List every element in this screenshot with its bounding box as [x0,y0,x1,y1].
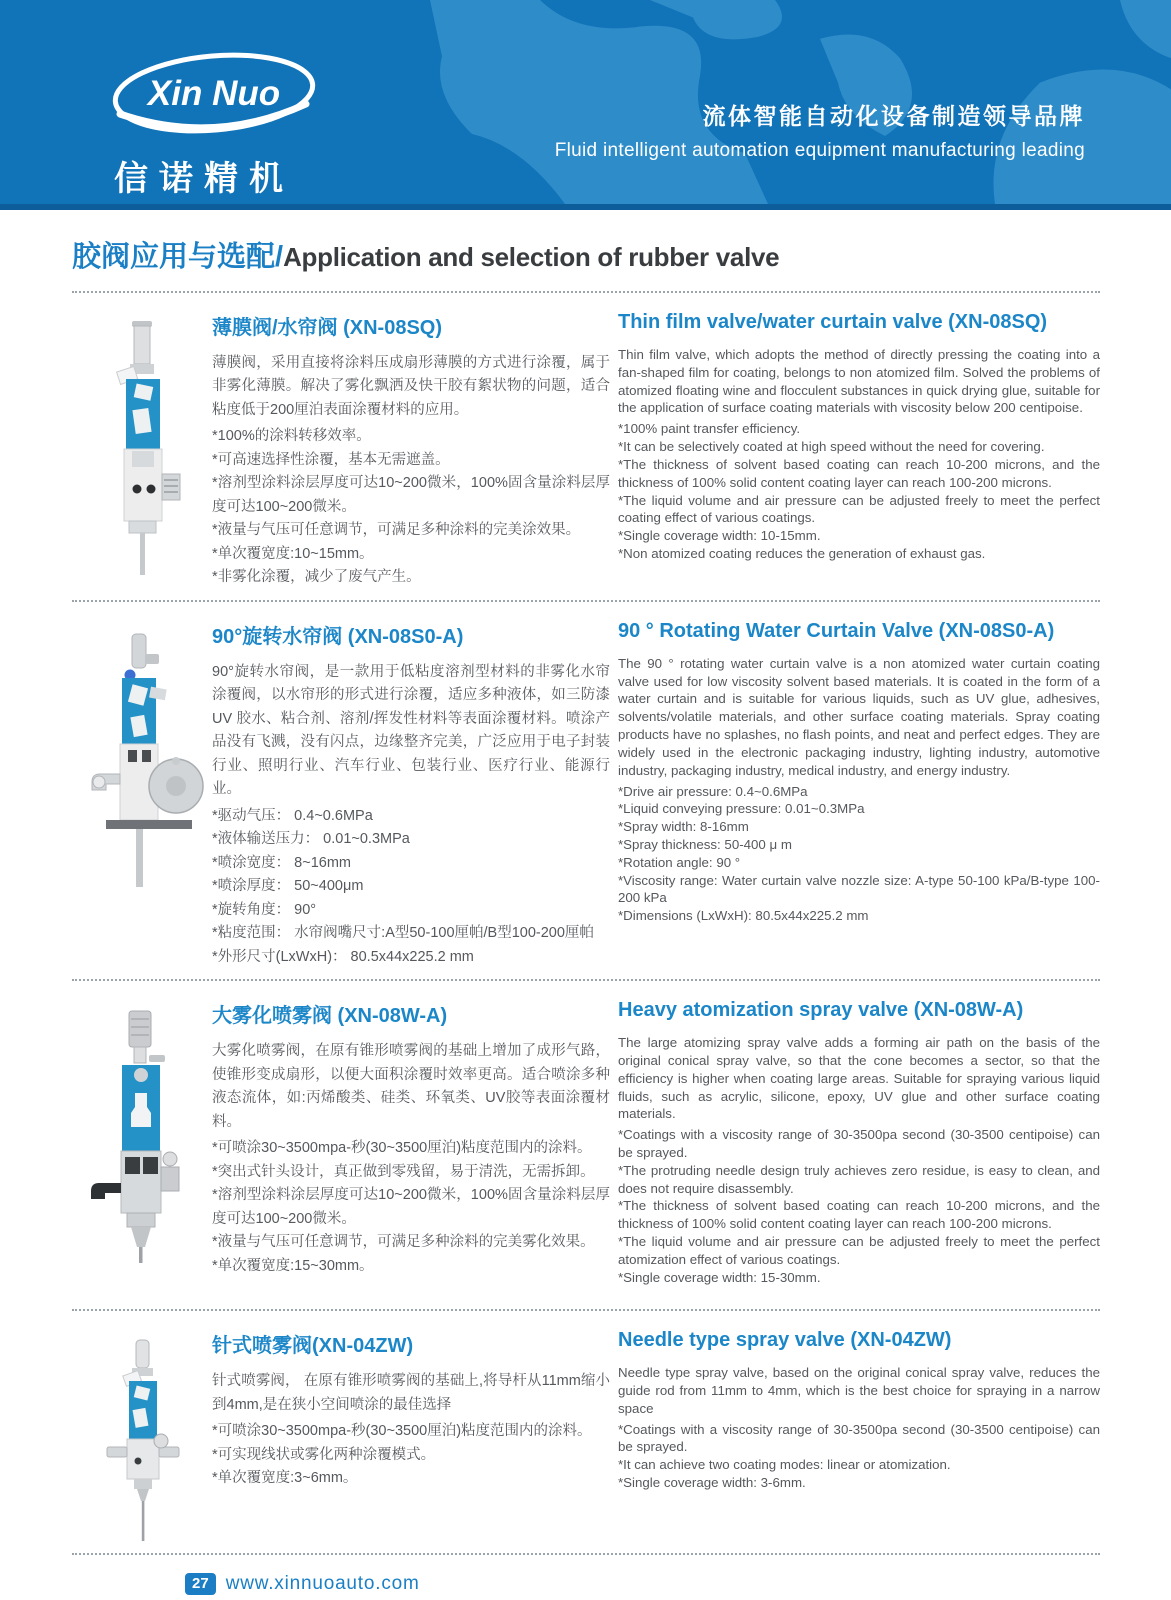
feature-point-zh: *溶剂型涂料涂层厚度可达10~200微米，100%固含量涂料层厚度可达100~200微米。 [212,475,610,515]
feature-point-zh: *单次覆宽度:10~15mm。 [212,545,374,562]
product-title-en: Needle type spray valve (XN-04ZW) [618,1329,952,1352]
feature-point-zh: *液量与气压可任意调节，可满足多种涂料的完美雾化效果。 [212,1234,595,1251]
feature-point-en: *Rotation angle: 90 ° [618,854,741,870]
thin-film-valve-illustration [82,319,202,577]
product-section-heavy-atomization-spray-valve [72,981,1100,1311]
feature-point-en: *The liquid volume and air pressure can be adjusted freely to meet the perfect atomization effect of various coatings. [618,1234,1100,1267]
feature-point-en: *The thickness of solvent based coating can reach 10-200 microns, and the thickness of 100% solid content coating layer can reach 100-200 microns. [618,1198,1100,1232]
feature-point-en: *Non atomized coating reduces the generation of exhaust gas. [618,545,986,561]
feature-point-en: *Liquid conveying pressure: 0.01~0.3MPa [618,801,865,817]
page-content [0,210,1171,1595]
rotating-valve-illustration [76,628,208,898]
feature-point-zh: *粘度范围： 水帘阀嘴尺寸:A型50-100厘帕/B型100-200厘帕 [212,925,594,942]
product-intro-zh: 针式喷雾阀， 在原有锥形喷雾阀的基础上,将导杆从11mm缩小到4mm,是在狭小空间喷涂的最佳选择 [212,1373,610,1413]
xin-nuo-logo-icon [108,46,320,142]
product-title-zh: 薄膜阀/水帘阀 (XN-08SQ) [212,317,443,339]
heavy-atomization-valve-illustration [79,1007,205,1277]
product-title-zh: 针式喷雾阀(XN-04ZW) [212,1335,414,1358]
product-section-rotating-water-curtain-valve [72,602,1100,981]
feature-point-en: *Dimensions (LxWxH): 80.5x44x225.2 mm [618,908,869,924]
feature-point-zh: *喷涂宽度： 8~16mm [212,854,351,871]
feature-point-zh: *可喷涂30~3500mpa-秒(30~3500厘泊)粘度范围内的涂料。 [212,1423,592,1440]
feature-point-zh: *液体输送压力： 0.01~0.3MPa [212,831,410,848]
feature-point-zh: *突出式针头设计，真正做到零残留，易于清洗，无需拆卸。 [212,1163,595,1180]
feature-point-zh: *单次覆宽度:15~30mm。 [212,1257,374,1274]
page-footer [72,1555,1100,1595]
tagline-chinese: 流体智能自动化设备制造领导品牌 [702,103,1085,129]
feature-point-en: *Single coverage width: 10-15mm. [618,528,821,544]
page-title-english: Application and selection of rubber valve [283,242,780,272]
product-section-thin-film-valve [72,293,1100,602]
needle-valve-illustration [82,1337,202,1543]
product-title-en: Thin film valve/water curtain valve (XN-08SQ) [618,311,1048,333]
product-title-zh: 大雾化喷雾阀 (XN-08W-A) [212,1005,448,1028]
feature-point-zh: *单次覆宽度:3~6mm。 [212,1470,358,1487]
feature-point-en: *The protruding needle design truly achieves zero residue, is easy to clean, and does not require disassembly. [618,1162,1100,1196]
company-logo [108,46,320,200]
product-section-needle-type-spray-valve [72,1311,1100,1555]
page-header [0,0,1171,210]
product-intro-en: The large atomizing spray valve adds a forming air path on the basis of the original conical spray valve, so that the cone becomes a sector, so that the efficiency is higher when coating large areas. Suitable for spraying various liquid fluids, such as acrylic, silicone, epoxy, UV glue and other surface coating materials. [618,1035,1100,1122]
feature-point-zh: *驱动气压： 0.4~0.6MPa [212,807,373,824]
tagline-english: Fluid intelligent automation equipment manufacturing leading [554,140,1085,161]
feature-point-en: *Coatings with a viscosity range of 30-3500pa second (30-3500 centipoise) can be sprayed. [618,1421,1100,1455]
feature-point-en: *Viscosity range: Water curtain valve nozzle size: A-type 50-100 kPa/B-type 100-200 kPa [618,872,1100,906]
product-intro-en: Thin film valve, which adopts the method of directly pressing the coating into a fan-shaped film for coating, belongs to non atomized film. Solved the problems of atomized floating wine and flocculent substances in quick drying glue, suitable for the application of surface coating materials with viscosity below 200 centipoise. [618,347,1100,416]
feature-point-zh: *100%的涂料转移效率。 [212,428,371,445]
product-title-zh: 90°旋转水帘阀 (XN-08S0-A) [212,625,464,648]
feature-point-en: *Single coverage width: 3-6mm. [618,1475,806,1491]
feature-point-en: *Spray thickness: 50-400 μ m [618,836,792,852]
thin-film-valve-photo [72,309,212,590]
product-intro-zh: 薄膜阀，采用直接将涂料压成扇形薄膜的方式进行涂覆，属于非雾化薄膜。解决了雾化飘洒及快干胶有絮状物的问题，适合粘度低于200厘泊表面涂覆材料的应用。 [212,355,610,418]
feature-point-zh: *喷涂厚度： 50~400μm [212,878,364,895]
product-intro-en: The 90 ° rotating water curtain valve is a non atomized water curtain coating valve used for low viscosity solvent based materials. It is coated in the form of a water curtain and is suitable for various liquids, such as UV glue, adhesives, solvents/volatile materials, and other surface coating materials. Spray coating products have no splashes, no flash points, and neat and perfect edges. They are widely used in the electronic packaging industry, lighting industry, automotive industry, packaging industry, medical industry, and energy industry. [618,655,1100,778]
heavy-atomization-spray-valve-photo [72,997,212,1299]
feature-point-en: *Spray width: 8-16mm [618,819,749,835]
feature-point-en: *The thickness of solvent based coating can reach 10-200 microns, and the thickness of 100% solid content coating layer can reach 100-200 microns. [618,456,1100,490]
feature-point-en: *Single coverage width: 15-30mm. [618,1269,821,1285]
logo-chinese-name: 信诺精机 [114,160,294,198]
product-intro-zh: 大雾化喷雾阀，在原有锥形喷雾阀的基础上增加了成形气路，使锥形变成扇形，以便大面积涂覆时效率更高。适合喷涂多种液态流体，如:丙烯酸类、硅类、环氧类、UV胶等表面涂覆材料。 [212,1043,610,1130]
page-number-badge: 27 [185,1573,216,1595]
product-intro-en: Needle type spray valve, based on the original conical spray valve, reduces the guide rod from 11mm to 4mm, which is the best choice for spraying in a narrow space [618,1365,1100,1416]
product-title-en: Heavy atomization spray valve (XN-08W-A) [618,999,1024,1022]
feature-point-zh: *可喷涂30~3500mpa-秒(30~3500厘泊)粘度范围内的涂料。 [212,1140,592,1157]
feature-point-zh: *外形尺寸(LxWxH)： 80.5x44x225.2 mm [212,948,474,965]
feature-point-zh: *液量与气压可任意调节，可满足多种涂料的完美涂效果。 [212,522,581,539]
needle-type-spray-valve-photo [72,1327,212,1543]
feature-point-zh: *溶剂型涂料涂层厚度可达10~200微米，100%固含量涂料层厚度可达100~200微米。 [212,1187,610,1227]
page-title [72,210,1100,293]
feature-point-en: *Drive air pressure: 0.4~0.6MPa [618,783,808,799]
feature-point-en: *It can achieve two coating modes: linear or atomization. [618,1457,951,1473]
product-title-en: 90 ° Rotating Water Curtain Valve (XN-08S0-A) [618,619,1055,642]
rotating-water-curtain-valve-photo [72,618,212,969]
feature-point-en: *The liquid volume and air pressure can be adjusted freely to meet the perfect coating effect of various coatings. [618,492,1100,526]
logo-name-text: Xin Nuo [147,74,281,113]
feature-point-zh: *非雾化涂覆，减少了废气产生。 [212,569,421,586]
feature-point-en: *100% paint transfer efficiency. [618,421,801,437]
feature-point-zh: *可高速选择性涂覆，基本无需遮盖。 [212,451,450,468]
feature-point-zh: *旋转角度： 90° [212,901,317,918]
feature-point-zh: *可实现线状或雾化两种涂覆模式。 [212,1446,436,1463]
website-url: www.xinnuoauto.com [225,1573,420,1595]
feature-point-en: *It can be selectively coated at high speed without the need for covering. [618,439,1045,455]
page-title-chinese: 胶阀应用与选配/ [72,241,284,273]
header-tagline [555,98,1085,162]
product-intro-zh: 90°旋转水帘阀，是一款用于低粘度溶剂型材料的非雾化水帘涂覆阀，以水帘形的形式进行涂覆，适应多种液体，如三防漆UV 胶水、粘合剂、溶剂/挥发性材料等表面涂覆材料。喷涂产品没有飞溅，没有闪点，边缘整齐完美，广泛应用于电子封装行业、照明行业、汽车行业、包装行业、医疗行业、能源行业。 [212,663,610,798]
feature-point-en: *Coatings with a viscosity range of 30-3500pa second (30-3500 centipoise) can be sprayed. [618,1127,1100,1161]
